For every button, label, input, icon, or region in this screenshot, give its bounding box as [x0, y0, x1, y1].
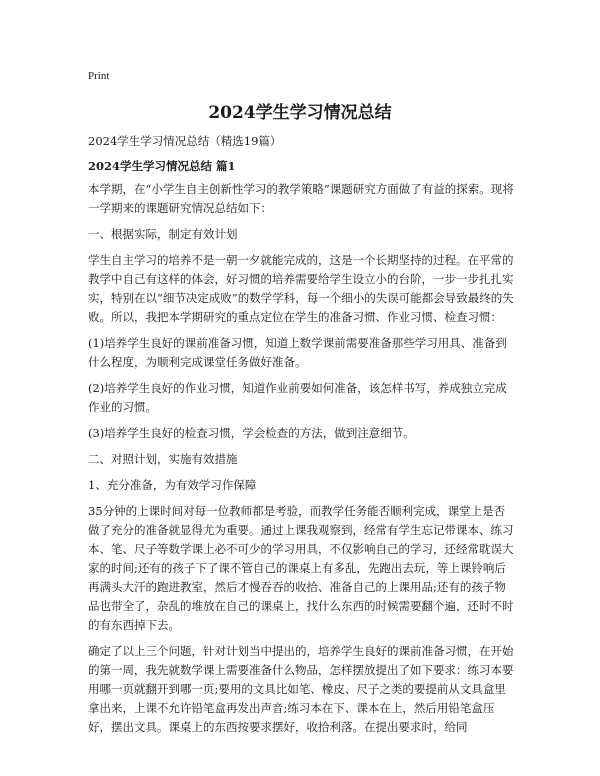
heading-two: 二、对照计划，实施有效措施 — [88, 452, 238, 466]
heading-one: 一、根据实际，制定有效计划 — [88, 227, 238, 241]
body-paragraph: 确定了以上三个问题，针对计划当中提出的，培养学生良好的课前准备习惯，在开始的第一周，我先就数学课上需要准备什么物品，怎样摆放提出了如下要求：练习本要用哪一页就翻开到哪一页;要用的文具比如笔、橡皮、尺子之类的要提前从文具盒里拿出来，上课不允许铅笔盒再发出声音;练习本在下、课本在上，然后用铅笔盒压好，摆出文具。课桌上的东西按要求摆好，收拾利落。在提出要求时，给同 — [88, 644, 514, 734]
document-subtitle: 2024学生学习情况总结（精选19篇） — [88, 134, 282, 148]
intro-paragraph: 本学期，在“小学生自主创新性学习的教学策略”课题研究方面做了有益的探索。现将一学期来的课题研究情况总结如下： — [88, 182, 514, 215]
print-link[interactable]: Print — [88, 70, 110, 82]
body-paragraph: 学生自主学习的培养不是一朝一夕就能完成的，这是一个长期坚持的过程。在平常的教学中自己有这样的体会，好习惯的培养需要给学生设立小的台阶，一步一步扎扎实实，特别在以“细节决定成败”的数学学科，每一个细小的失误可能都会导致最终的失败。所以，我把本学期研究的重点定位在学生的准备习惯、作业习惯、检查习惯： — [88, 253, 514, 324]
document-body — [88, 132, 514, 744]
list-item-3: (3)培养学生良好的检查习惯，学会检查的方法，做到注意细节。 — [88, 426, 415, 440]
subheading-one: 1、充分准备，为有效学习作保障 — [88, 478, 257, 492]
document-title: 2024学生学习情况总结 — [208, 103, 392, 123]
section-heading: 2024学生学习情况总结 篇1 — [88, 159, 236, 173]
list-item-2: (2)培养学生良好的作业习惯，知道作业前要如何准备，该怎样书写，养成独立完成作业的习惯。 — [88, 381, 507, 414]
list-item-1: (1)培养学生良好的课前准备习惯，知道上数学课前需要准备那些学习用具、准备到什么程度，为顺利完成课堂任务做好准备。 — [88, 336, 507, 369]
body-paragraph: 35分钟的上课时间对每一位教师都是考验，而教学任务能否顺利完成，课堂上是否做了充分的准备就显得尤为重要。通过上课我观察到，经常有学生忘记带课本、练习本、笔、尺子等数学课上必不可少的学习用具，不仅影响自己的学习，还经常耽误大家的时间;还有的孩子下了课不管自己的课桌上有多乱，先跑出去玩，等上课铃响后再满头大汗的跑进教室，然后才慢吞吞的收拾、准备自己的上课用品;还有的孩子物品也带全了，杂乱的堆放在自己的课桌上，找什么东西的时候需要翻个遍，还时不时的有东西掉下去。 — [88, 504, 514, 632]
